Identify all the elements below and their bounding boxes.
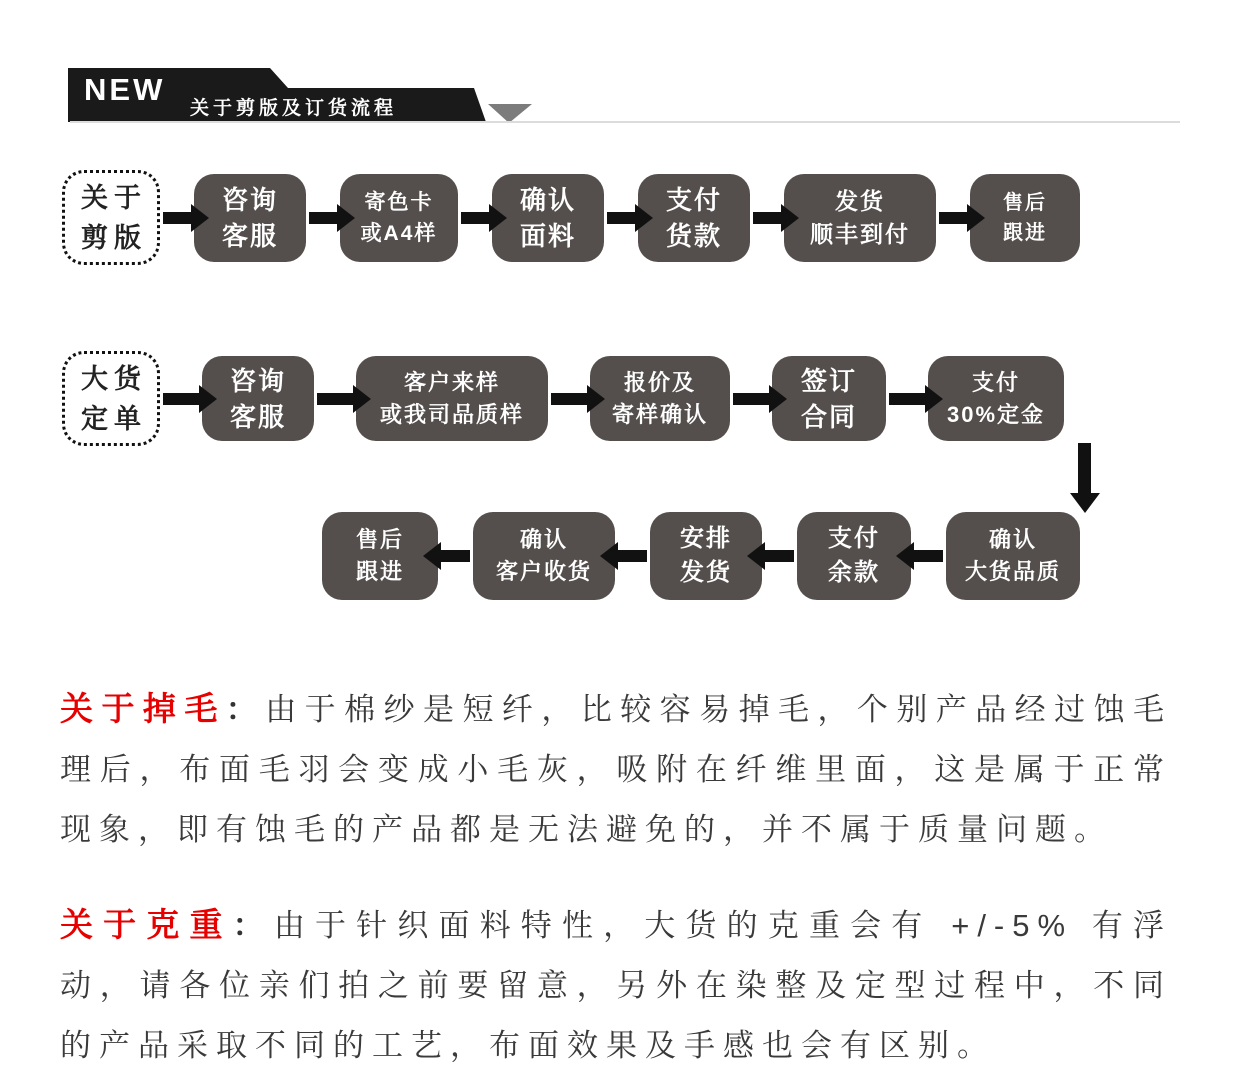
arrow-right-icon [461,212,489,224]
node-line: 大货品质 [964,559,1061,584]
arrow-left-icon [765,550,794,562]
node-line: 余款 [828,559,880,586]
new-badge: NEW [84,72,166,107]
cut-sample-flow-row [62,170,1080,265]
node-line: 合同 [800,401,857,432]
node-line: 咨询 [229,365,286,396]
bulk-order-flow-row-top [62,351,1064,446]
flow-node-sign-contract [772,356,886,441]
node-line: 报价及 [623,369,696,395]
flow-node-quote-confirm [590,356,730,441]
flow-node-arrange-shipping [650,512,762,600]
section-banner [68,66,538,124]
arrow-right-icon [939,212,967,224]
arrow-left-icon [914,550,943,562]
node-line: 30%定金 [946,401,1046,427]
banner-underline [70,121,1180,123]
node-line: 货款 [665,220,722,251]
arrow-right-icon [733,393,769,405]
flow-node-after-sale [970,174,1080,262]
flow-node-ship-sf-cod [784,174,936,262]
banner-title: 关于剪版及订货流程 [190,98,398,119]
flow-start-line: 定单 [81,403,147,434]
flow-start-line: 剪版 [81,222,147,253]
node-line: 寄色卡 [364,190,434,214]
node-line: 售后 [355,527,404,552]
arrow-right-icon [163,393,199,405]
flow-node-pay-goods [638,174,750,262]
node-line: 寄样确认 [611,401,708,427]
node-line: 发货 [680,559,732,586]
node-line: 支付 [665,184,722,215]
arrow-right-icon [551,393,587,405]
flow-start-cut-sample [62,170,160,265]
node-line: 签订 [800,365,857,396]
node-line: 跟进 [355,559,404,584]
node-line: 或A4样 [360,221,438,245]
note-lint [60,679,1172,860]
node-line: 发货 [835,187,885,214]
node-line: 面料 [519,220,576,251]
flow-node-consult-service [202,356,314,441]
node-line: 客户来样 [403,369,500,395]
node-line: 客户收货 [495,559,592,584]
arrow-right-icon [889,393,925,405]
node-line: 支付 [971,369,1020,395]
arrow-right-icon [309,212,337,224]
node-line: 安排 [680,525,732,552]
node-line: 售后 [1003,191,1047,214]
node-line: 确认 [519,527,568,552]
arrow-right-icon [317,393,353,405]
arrow-right-icon [163,212,191,224]
bulk-order-flow-row-bottom [322,512,1080,600]
arrow-left-icon [441,550,470,562]
flow-node-after-sale [322,512,438,600]
note-text: 由于棉纱是短纤，比较容易掉毛，个别产品经过蚀毛理后，布面毛羽会变成小毛灰，吸附在纤维里面，这是属于正常现象，即有蚀毛的产品都是无法避免的，并不属于质量问题。 [60,692,1173,847]
flow-node-confirm-bulk-quality [946,512,1080,600]
node-line: 咨询 [221,184,278,215]
note-colon: ： [225,692,266,727]
flow-node-pay-balance [797,512,911,600]
note-label: 关于掉毛 [60,690,226,727]
flow-start-bulk-order [62,351,160,446]
node-line: 客服 [229,401,286,432]
flow-node-consult-service [194,174,306,262]
flow-node-send-color-card [340,174,458,262]
arrow-left-icon [618,550,647,562]
node-line: 确认 [519,184,576,215]
note-colon: ： [232,908,274,943]
flow-node-pay-deposit [928,356,1064,441]
arrow-right-icon [607,212,635,224]
node-line: 客服 [221,220,278,251]
flow-start-line: 大货 [81,363,147,394]
flow-node-confirm-receipt [473,512,615,600]
flow-node-customer-sample [356,356,548,441]
node-line: 顺丰到付 [810,220,910,247]
node-line: 支付 [828,525,880,552]
node-line: 跟进 [1003,221,1047,244]
arrow-down-icon [1078,443,1091,493]
node-line: 或我司品质样 [379,401,524,427]
note-label: 关于克重 [60,906,233,943]
flow-node-confirm-fabric [492,174,604,262]
arrow-right-icon [753,212,781,224]
flow-start-line: 关于 [81,182,147,213]
note-weight [60,895,1172,1076]
node-line: 确认 [988,527,1037,552]
note-text: 由于针织面料特性，大货的克重会有 +/-5% 有浮动，请各位亲们拍之前要留意，另外在染整及定型过程中，不同的产品采取不同的工艺，布面效果及手感也会有区别。 [60,908,1173,1063]
